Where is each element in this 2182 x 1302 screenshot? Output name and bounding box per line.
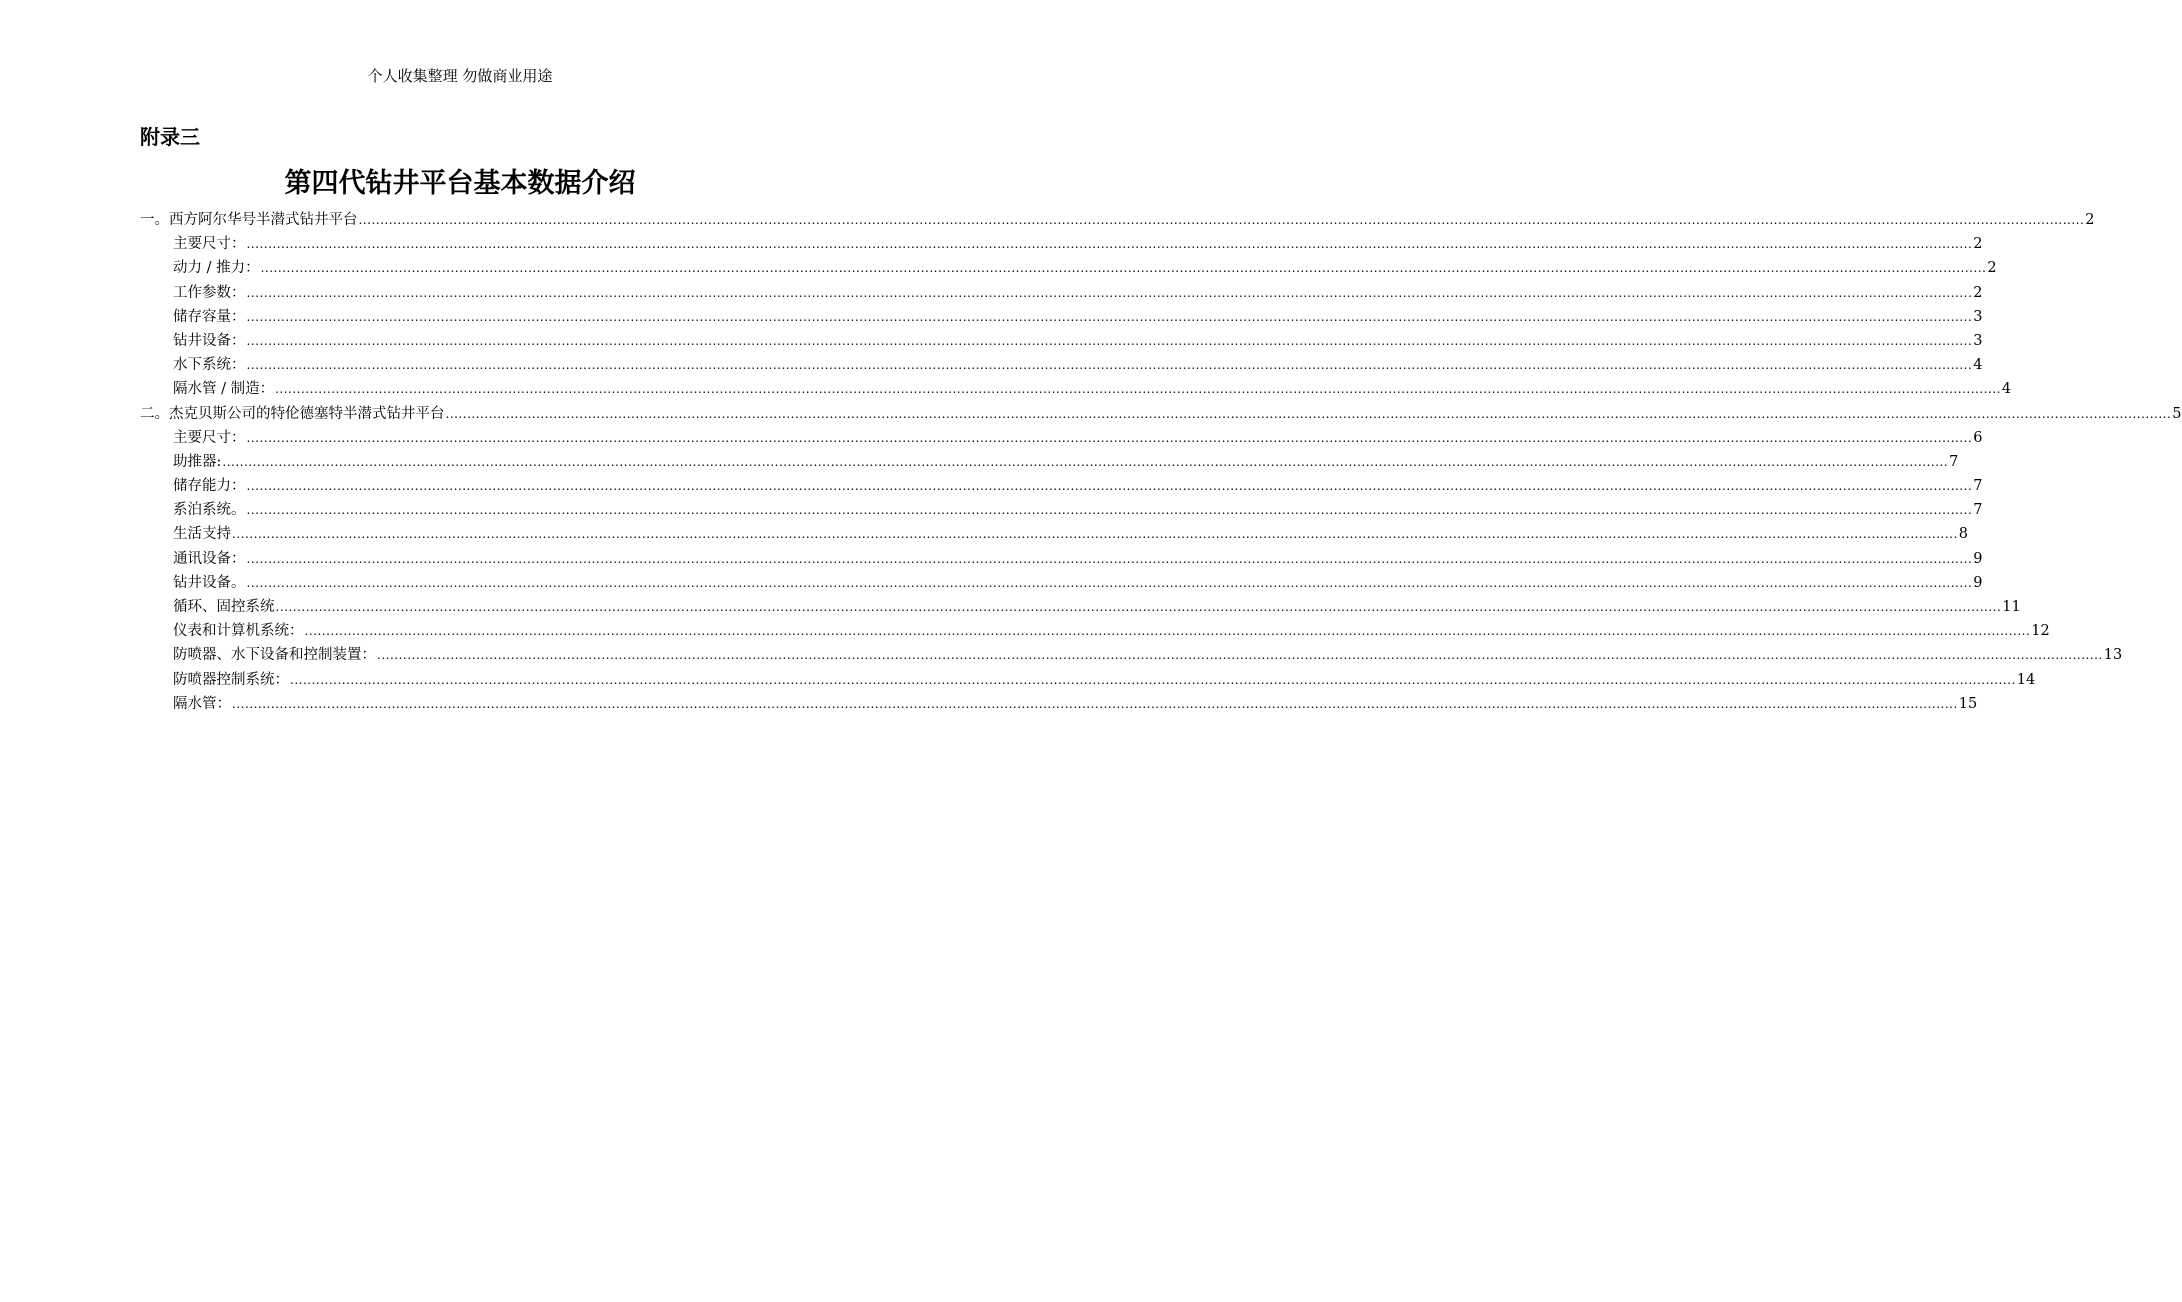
toc-entry[interactable] [140, 404, 2182, 428]
toc-entry-label: 储存容量： [173, 308, 246, 325]
toc-dot-leader: ................................................................................................................................................................................................................................................................................................................................................................................................................ [275, 382, 2001, 397]
toc-entry-page-number: 3 [1973, 308, 1983, 325]
toc-entry-page-number: 2 [2085, 212, 2095, 228]
toc-entry-label: 动力 / 推力： [173, 260, 260, 277]
toc-entry[interactable] [140, 524, 1969, 548]
toc-dot-leader: ................................................................................................................................................................................................................................................................................................................................................................................................................ [232, 696, 1958, 711]
toc-dot-leader: ................................................................................................................................................................................................................................................................................................................................................................................................................ [246, 479, 1973, 494]
toc-dot-leader: ................................................................................................................................................................................................................................................................................................................................................................................................................ [246, 430, 1973, 445]
toc-entry[interactable] [140, 573, 1983, 597]
toc-entry[interactable] [140, 307, 1983, 331]
toc-dot-leader: ................................................................................................................................................................................................................................................................................................................................................................................................................ [275, 600, 2002, 614]
toc-entry-label: 隔水管 / 制造： [173, 381, 275, 398]
toc-entry-label: 工作参数： [173, 284, 246, 301]
toc-entry-page-number: 2 [1987, 260, 1997, 277]
toc-entry-label: 防喷器控制系统： [173, 671, 289, 688]
toc-entry-label: 生活支持 [173, 526, 231, 543]
appendix-label: 附录三 [140, 125, 200, 149]
toc-entry[interactable] [140, 355, 1983, 379]
toc-entry-page-number: 15 [1958, 695, 1978, 712]
toc-entry-label: 二。杰克贝斯公司的特伦德塞特半潜式钻井平台 [140, 405, 445, 422]
toc-dot-leader: ................................................................................................................................................................................................................................................................................................................................................................................................................ [246, 237, 1973, 252]
table-of-contents [140, 210, 2182, 718]
toc-entry-page-number: 11 [2002, 599, 2021, 615]
toc-dot-leader: ................................................................................................................................................................................................................................................................................................................................................................................................................ [260, 261, 1987, 276]
page-title: 第四代钻井平台基本数据介绍 [284, 168, 636, 199]
toc-entry-page-number: 5 [2172, 405, 2182, 422]
toc-entry-page-number: 13 [2103, 647, 2123, 664]
toc-dot-leader: ................................................................................................................................................................................................................................................................................................................................................................................................................ [304, 624, 2031, 639]
toc-entry-page-number: 8 [1958, 526, 1969, 543]
toc-entry-page-number: 4 [2001, 381, 2012, 398]
toc-entry-label: 钻井设备。 [173, 574, 246, 591]
toc-dot-leader: ................................................................................................................................................................................................................................................................................................................................................................................................................ [290, 672, 2016, 687]
toc-entry[interactable] [140, 428, 1983, 452]
toc-entry-label: 助推器: [173, 453, 222, 470]
toc-entry-page-number: 9 [1973, 574, 1983, 591]
toc-entry-label: 主要尺寸： [173, 236, 246, 253]
toc-entry[interactable] [140, 283, 1983, 307]
toc-dot-leader: ................................................................................................................................................................................................................................................................................................................................................................................................................ [246, 309, 1973, 324]
toc-entry-label: 隔水管： [173, 695, 231, 712]
toc-entry-page-number: 14 [2016, 671, 2036, 688]
toc-entry[interactable] [140, 258, 1997, 282]
toc-entry[interactable] [140, 694, 1978, 718]
toc-entry-page-number: 12 [2031, 623, 2050, 640]
toc-dot-leader: ................................................................................................................................................................................................................................................................................................................................................................................................................ [222, 454, 1949, 469]
toc-dot-leader: ................................................................................................................................................................................................................................................................................................................................................................................................................ [246, 358, 1973, 373]
toc-entry-label: 防喷器、水下设备和控制装置： [173, 647, 376, 664]
toc-dot-leader: ................................................................................................................................................................................................................................................................................................................................................................................................................ [445, 406, 2172, 421]
toc-entry-label: 循环、固控系统 [173, 599, 275, 615]
toc-entry-label: 水下系统： [173, 357, 246, 374]
toc-entry[interactable] [140, 210, 2095, 234]
toc-entry[interactable] [140, 452, 1959, 476]
toc-dot-leader: ................................................................................................................................................................................................................................................................................................................................................................................................................ [246, 551, 1973, 566]
toc-entry[interactable] [140, 379, 2012, 403]
toc-dot-leader: ................................................................................................................................................................................................................................................................................................................................................................................................................ [246, 285, 1973, 300]
toc-dot-leader: ................................................................................................................................................................................................................................................................................................................................................................................................................ [246, 575, 1973, 590]
toc-entry-label: 钻井设备： [173, 332, 246, 349]
toc-entry-label: 仪表和计算机系统： [173, 623, 304, 640]
toc-dot-leader: ................................................................................................................................................................................................................................................................................................................................................................................................................ [246, 503, 1973, 518]
toc-entry-page-number: 6 [1973, 429, 1983, 446]
toc-entry-page-number: 3 [1973, 332, 1983, 349]
toc-entry-label: 一。西方阿尔华号半潜式钻井平台 [140, 212, 358, 228]
toc-entry-page-number: 4 [1973, 357, 1983, 374]
toc-entry[interactable] [140, 476, 1983, 500]
toc-dot-leader: ................................................................................................................................................................................................................................................................................................................................................................................................................ [377, 648, 2103, 663]
toc-dot-leader: ................................................................................................................................................................................................................................................................................................................................................................................................................ [246, 333, 1973, 348]
header-note: 个人收集整理 勿做商业用途 [367, 67, 553, 85]
toc-entry-page-number: 9 [1973, 550, 1983, 567]
toc-entry-page-number: 2 [1973, 284, 1983, 301]
toc-entry-label: 主要尺寸： [173, 429, 246, 446]
toc-entry[interactable] [140, 331, 1983, 355]
toc-entry[interactable] [140, 621, 2050, 645]
toc-entry[interactable] [140, 500, 1983, 524]
toc-entry[interactable] [140, 597, 2021, 621]
toc-entry-page-number: 7 [1973, 478, 1983, 495]
toc-entry-label: 通讯设备： [173, 550, 246, 567]
toc-entry-page-number: 7 [1973, 502, 1983, 519]
toc-entry[interactable] [140, 234, 1983, 258]
toc-entry-label: 系泊系统。 [173, 502, 246, 519]
toc-entry-page-number: 7 [1949, 453, 1959, 470]
toc-entry-page-number: 2 [1973, 236, 1983, 253]
toc-entry[interactable] [140, 670, 2036, 694]
toc-entry-label: 储存能力： [173, 478, 246, 495]
toc-dot-leader: ................................................................................................................................................................................................................................................................................................................................................................................................................ [232, 527, 1958, 542]
toc-entry[interactable] [140, 549, 1983, 573]
toc-dot-leader: ................................................................................................................................................................................................................................................................................................................................................................................................................ [358, 213, 2085, 227]
toc-entry[interactable] [140, 645, 2123, 669]
